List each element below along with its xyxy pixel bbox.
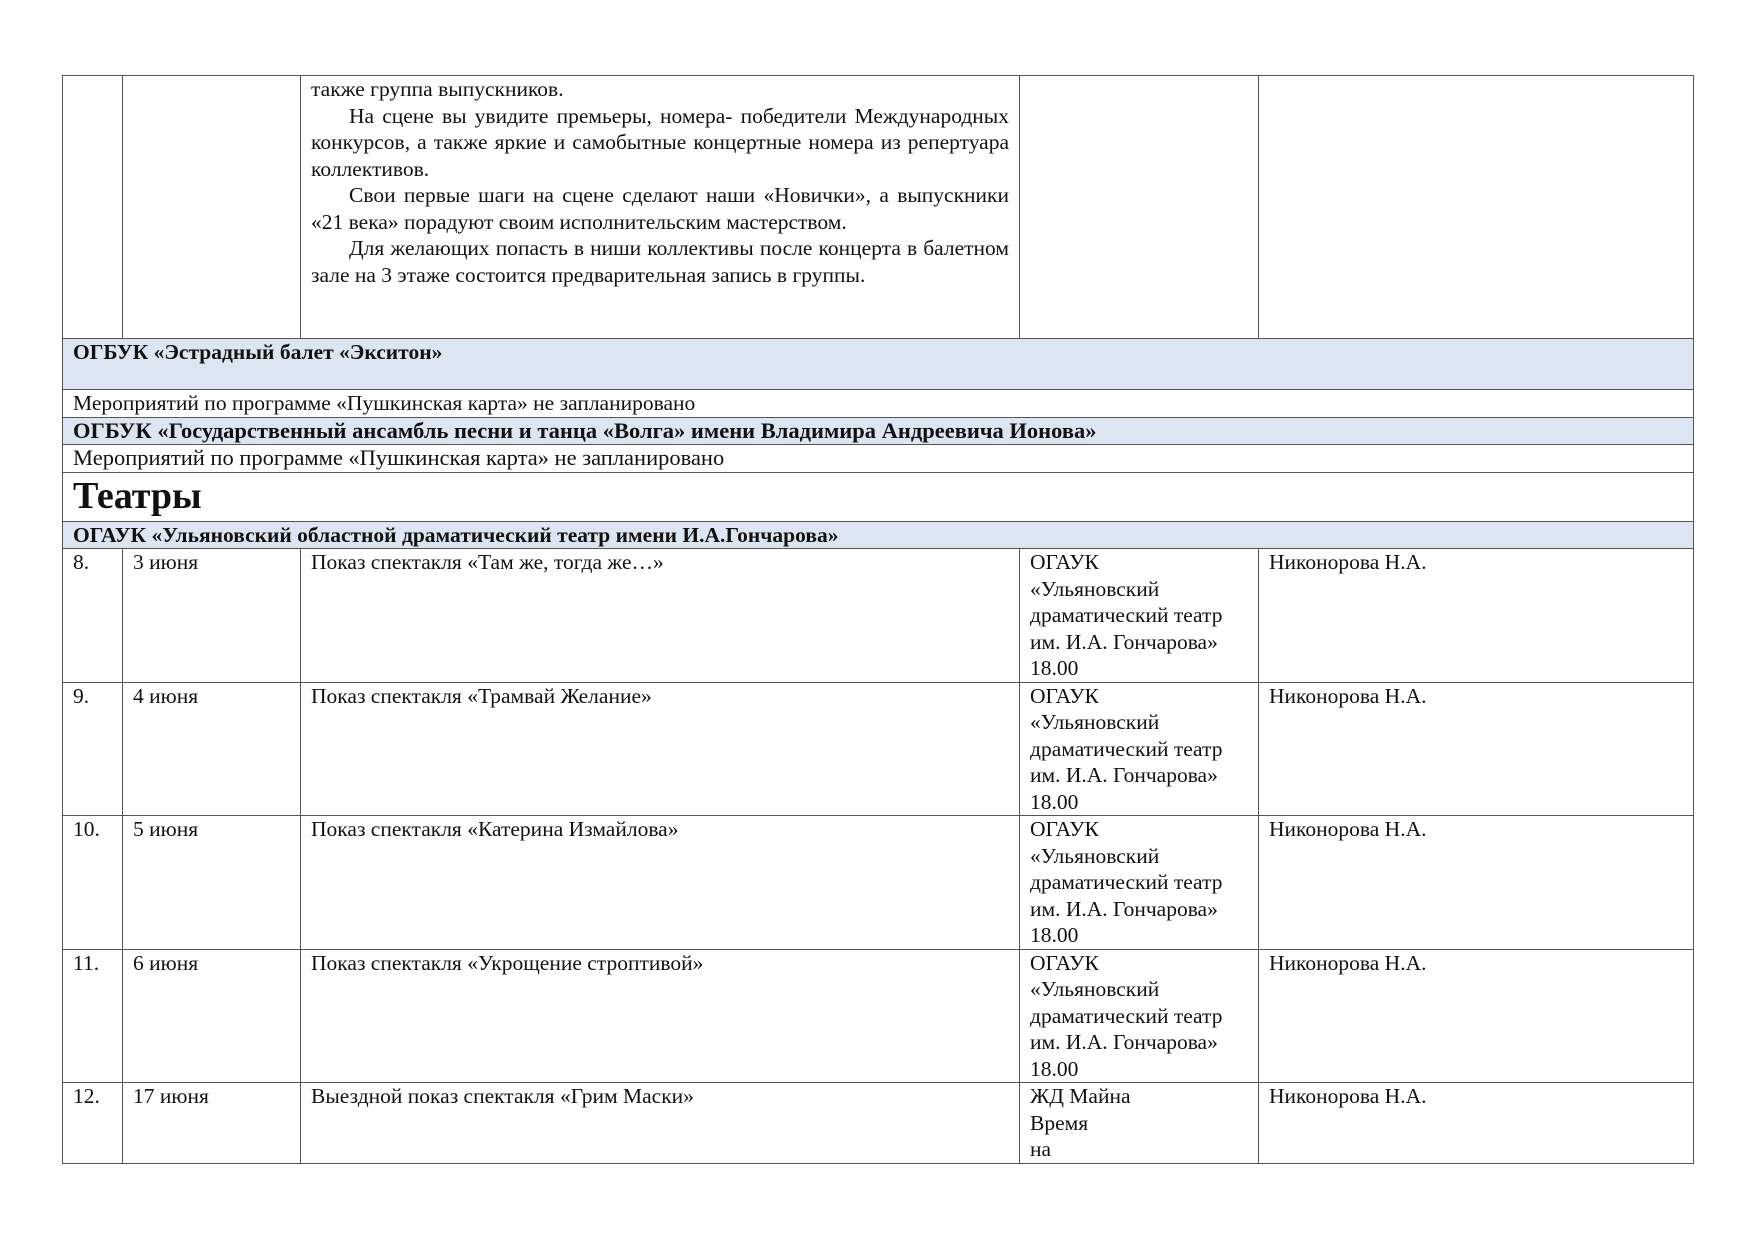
note-row — [63, 390, 1694, 418]
place-word: Время — [1030, 1110, 1089, 1135]
event-title: Показ спектакля «Катерина Измайлова» — [301, 816, 1020, 950]
intro-paragraph: Для желающих попасть в ниши коллективы после концерта в балетном зале на 3 этаже состоится предварительная запись в группы. — [311, 236, 1009, 287]
place-line: 18.00 — [1030, 789, 1079, 814]
event-title: Выездной показ спектакля «Грим Маски» — [301, 1083, 1020, 1164]
place-line: «Ульяновский — [1030, 576, 1160, 601]
place-line: ОГАУК — [1030, 950, 1099, 975]
event-responsible: Никонорова Н.А. — [1259, 549, 1694, 683]
event-num: 12. — [63, 1083, 123, 1164]
event-date: 3 июня — [123, 549, 301, 683]
event-date: 17 июня — [123, 1083, 301, 1164]
place-line: им. И.А. Гончарова» — [1030, 896, 1218, 921]
event-row — [63, 1083, 1694, 1164]
event-date: 5 июня — [123, 816, 301, 950]
event-place — [1020, 949, 1259, 1083]
place-line: «Ульяновский — [1030, 977, 1160, 1001]
place-line: им. И.А. Гончарова» — [1030, 629, 1218, 654]
place-line: ОГАУК — [1030, 683, 1099, 708]
event-place — [1020, 549, 1259, 683]
org-header-row — [63, 417, 1694, 445]
place-line: 18.00 — [1030, 656, 1079, 680]
section-title: Театры — [63, 472, 1694, 521]
intro-date-cell — [123, 76, 301, 339]
org-header-row — [63, 521, 1694, 549]
event-num: 10. — [63, 816, 123, 950]
events-table — [62, 75, 1694, 1164]
event-place — [1020, 816, 1259, 950]
event-place — [1020, 1083, 1259, 1164]
place-line — [1030, 1110, 1248, 1163]
org-header-row — [63, 339, 1694, 390]
schedule-page — [62, 75, 1693, 1164]
place-line: драматический театр — [1030, 603, 1223, 627]
event-responsible: Никонорова Н.А. — [1259, 816, 1694, 950]
event-responsible: Никонорова Н.А. — [1259, 949, 1694, 1083]
place-line: 18.00 — [1030, 1056, 1079, 1081]
event-row — [63, 949, 1694, 1083]
event-date: 6 июня — [123, 949, 301, 1083]
event-num: 8. — [63, 549, 123, 683]
intro-paragraph: также группа выпускников. — [311, 77, 564, 101]
intro-num-cell — [63, 76, 123, 339]
event-date: 4 июня — [123, 682, 301, 816]
event-num: 11. — [63, 949, 123, 1083]
note-excitone: Мероприятий по программе «Пушкинская карта» не запланировано — [63, 390, 1694, 418]
place-line: им. И.А. Гончарова» — [1030, 763, 1218, 787]
place-line: «Ульяновский — [1030, 710, 1160, 734]
org-name-excitone: ОГБУК «Эстрадный балет «Экситон» — [63, 339, 1694, 390]
event-title: Показ спектакля «Трамвай Желание» — [301, 682, 1020, 816]
event-title: Показ спектакля «Там же, тогда же…» — [301, 549, 1020, 683]
event-place — [1020, 682, 1259, 816]
event-num: 9. — [63, 682, 123, 816]
place-line: ЖД Майна — [1030, 1084, 1131, 1108]
intro-paragraph: На сцене вы увидите премьеры, номера- победители Международных конкурсов, а также яркие и самобытные концертные номера из репертуара коллективов. — [311, 103, 1009, 181]
intro-row — [63, 76, 1694, 339]
place-word: на — [1030, 1137, 1052, 1161]
intro-place-cell — [1020, 76, 1259, 339]
place-line: им. И.А. Гончарова» — [1030, 1030, 1218, 1054]
place-line: «Ульяновский — [1030, 843, 1160, 868]
intro-paragraph: Свои первые шаги на сцене сделают наши «Новички», а выпускники «21 века» порадуют своим исполнительским мастерством. — [311, 183, 1009, 234]
event-row — [63, 549, 1694, 683]
event-responsible: Никонорова Н.А. — [1259, 682, 1694, 816]
event-responsible: Никонорова Н.А. — [1259, 1083, 1694, 1164]
intro-responsible-cell — [1259, 76, 1694, 339]
place-line: ОГАУК — [1030, 550, 1099, 574]
org-name-theatre: ОГАУК «Ульяновский областной драматический театр имени И.А.Гончарова» — [63, 521, 1694, 549]
place-line: драматический театр — [1030, 870, 1223, 894]
note-volga: Мероприятий по программе «Пушкинская карта» не запланировано — [63, 445, 1694, 473]
intro-description-cell — [301, 76, 1020, 339]
org-name-volga: ОГБУК «Государственный ансамбль песни и танца «Волга» имени Владимира Андреевича Ионова» — [63, 417, 1694, 445]
place-line: драматический театр — [1030, 736, 1223, 761]
event-title: Показ спектакля «Укрощение строптивой» — [301, 949, 1020, 1083]
event-row — [63, 682, 1694, 816]
place-line: драматический театр — [1030, 1003, 1223, 1028]
event-row — [63, 816, 1694, 950]
section-row — [63, 472, 1694, 521]
place-line: 18.00 — [1030, 923, 1079, 947]
note-row — [63, 445, 1694, 473]
place-line: ОГАУК — [1030, 817, 1099, 841]
